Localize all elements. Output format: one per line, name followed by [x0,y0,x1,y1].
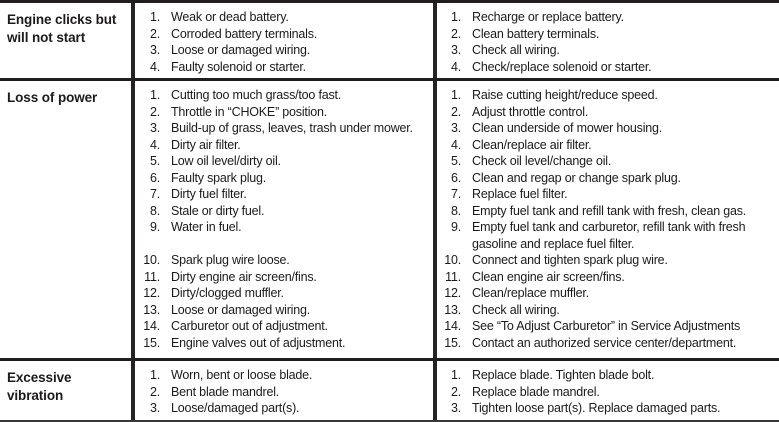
item-text: Stale or dirty fuel. [171,203,265,218]
item-number: 2. [149,384,160,399]
item-text: Dirty engine air screen/fins. [171,269,317,284]
problem-line: vibration [7,388,64,403]
list-item [437,59,779,76]
list-item [437,137,779,154]
item-text: Carburetor out of adjustment. [171,319,328,333]
list-item [437,400,779,417]
item-number: 8. [450,203,461,218]
item-text: Empty fuel tank and refill tank with fresh, clean gas. [472,203,747,218]
item-text: Check oil level/change oil. [472,154,612,168]
list-item [135,219,433,236]
item-number: 10. [444,253,461,267]
item-number: 3. [450,43,461,57]
item-text: Clean engine air screen/fins. [472,269,625,284]
list-item [437,384,779,401]
item-text: Throttle in “CHOKE” position. [171,104,328,119]
list-item [135,384,433,401]
item-number: 14. [444,319,461,333]
list-item [135,236,433,253]
list-item [437,170,779,187]
cause-cell [131,81,433,358]
list-item [135,252,433,269]
item-number: 1. [450,88,461,102]
item-text: Dirty/clogged muffler. [171,286,284,300]
list-item [135,186,433,203]
item-text: Raise cutting height/reduce speed. [472,88,658,102]
item-text: Replace fuel filter. [472,187,568,201]
item-text: Corroded battery terminals. [171,26,318,41]
list-item [437,269,779,286]
list-item [135,203,433,220]
item-text: Cutting too much grass/too fast. [171,88,342,102]
item-text: Replace blade. Tighten blade bolt. [472,368,655,382]
list-item [135,59,433,76]
item-number: 12. [444,286,461,300]
cause-list [135,87,433,351]
list-item [437,26,779,43]
item-text: Adjust throttle control. [472,104,589,119]
list-item [437,318,779,335]
item-number: 5. [450,154,461,168]
list-item [135,137,433,154]
item-number: 4. [450,59,461,74]
item-text: Tighten loose part(s). Replace damaged parts. [472,401,721,415]
list-item [437,186,779,203]
item-number: 14. [143,319,160,333]
item-number: 2. [450,26,461,41]
list-item [437,203,779,220]
item-number: 8. [149,203,160,218]
list-item [135,170,433,187]
correction-list [437,9,779,75]
item-text: Weak or dead battery. [171,10,289,24]
list-item [437,153,779,170]
item-text: Replace blade mandrel. [472,384,600,399]
item-number: 2. [149,104,160,119]
list-item [135,104,433,121]
list-item [437,9,779,26]
list-item [135,302,433,319]
item-text: Clean underside of mower housing. [472,121,663,135]
problem-line: will not start [7,30,86,45]
list-item [135,285,433,302]
item-number: 3. [450,401,461,415]
list-item [437,104,779,121]
item-number: 15. [444,335,461,350]
item-text: Spark plug wire loose. [171,253,290,267]
item-number: 12. [143,286,160,300]
correction-cell [433,3,779,78]
item-number: 9. [450,220,461,234]
item-text: Low oil level/dirty oil. [171,154,281,168]
list-item [135,335,433,352]
item-number: 9. [149,220,160,234]
item-number: 13. [143,302,160,317]
item-number: 3. [450,121,461,135]
list-item [135,26,433,43]
list-item [135,318,433,335]
item-number: 4. [450,137,461,152]
item-text: Build-up of grass, leaves, trash under mower. [171,121,413,135]
list-item [135,9,433,26]
item-text: Check all wiring. [472,302,560,317]
item-text: See “To Adjust Carburetor” in Service Adjustments [472,319,741,333]
item-number: 6. [450,170,461,185]
problem-title [7,369,127,405]
table-row [0,358,779,420]
item-text: Loose or damaged wiring. [171,302,311,317]
correction-cell [433,81,779,358]
item-number: 3. [149,43,160,57]
correction-list [437,87,779,351]
item-text: Water in fuel. [171,220,242,234]
cause-cell [131,361,433,420]
list-item [437,252,779,269]
item-number: 4. [149,137,160,152]
item-number: 13. [444,302,461,317]
item-text: Worn, bent or loose blade. [171,368,313,382]
item-number: 11. [144,269,160,284]
item-text: Clean battery terminals. [472,26,600,41]
problem-line: Excessive [7,370,72,385]
item-number: 4. [149,59,160,74]
item-text: Dirty fuel filter. [171,187,247,201]
item-text: Check/replace solenoid or starter. [472,59,652,74]
item-text: Check all wiring. [472,43,560,57]
list-item [437,120,779,137]
item-number: 1. [149,88,160,102]
item-number: 1. [450,368,461,382]
item-number: 3. [149,121,160,135]
list-item [437,87,779,104]
item-number: 5. [149,154,160,168]
item-number: 2. [450,384,461,399]
table-row [0,3,779,78]
problem-cell [0,81,131,358]
table-row [0,78,779,358]
problem-line: Loss of power [7,90,98,105]
item-text: Dirty air filter. [171,137,241,152]
problem-title [7,89,127,107]
list-item [135,87,433,104]
item-number: 11. [445,269,461,284]
cause-list [135,9,433,75]
item-text: Engine valves out of adjustment. [171,335,346,350]
list-item [437,335,779,352]
list-item [135,367,433,384]
problem-cell [0,361,131,420]
problem-cell [0,3,131,78]
item-text: Recharge or replace battery. [472,10,624,24]
item-number: 1. [149,10,160,24]
list-item [135,120,433,137]
list-item [437,219,779,252]
item-text: Loose/damaged part(s). [171,401,300,415]
list-item [135,269,433,286]
item-number: 7. [149,187,160,201]
item-text: Clean/replace air filter. [472,137,592,152]
cause-list [135,367,433,417]
item-number: 1. [149,368,160,382]
item-text: Contact an authorized service center/department. [472,335,737,350]
item-text: Connect and tighten spark plug wire. [472,253,668,267]
item-text: Bent blade mandrel. [171,384,280,399]
item-number: 3. [149,401,160,415]
item-number: 1. [450,10,461,24]
list-item [437,302,779,319]
item-number: 2. [450,104,461,119]
problem-title [7,11,127,47]
correction-list [437,367,779,417]
item-text: Clean and regap or change spark plug. [472,170,681,185]
list-item [437,367,779,384]
item-text: Empty fuel tank and carburetor, refill tank with fresh gasoline and replace fuel filter. [472,220,746,251]
correction-cell [433,361,779,420]
list-item [437,285,779,302]
list-item [135,153,433,170]
item-text: Loose or damaged wiring. [171,43,311,57]
list-item [437,42,779,59]
item-number: 6. [149,170,160,185]
problem-line: Engine clicks but [7,12,117,27]
item-number: 2. [149,26,160,41]
item-text: Faulty solenoid or starter. [171,59,306,74]
list-item [135,42,433,59]
item-number: 7. [450,187,461,201]
list-item [135,400,433,417]
cause-cell [131,3,433,78]
item-text: Faulty spark plug. [171,170,267,185]
item-number: 10. [143,253,160,267]
item-number: 15. [143,335,160,350]
item-text: Clean/replace muffler. [472,286,589,300]
